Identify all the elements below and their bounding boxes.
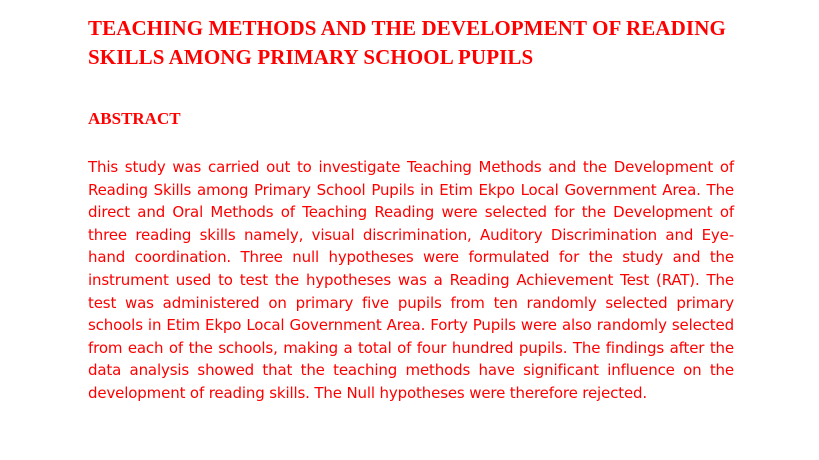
document-title: TEACHING METHODS AND THE DEVELOPMENT OF READING SKILLS AMONG PRIMARY SCHOOL PUPILS	[88, 16, 726, 69]
abstract-heading: ABSTRACT	[88, 109, 181, 128]
document-page	[88, 14, 734, 405]
abstract-body: This study was carried out to investigate Teaching Methods and the Development of Reading Skills among Primary School Pupils in Etim Ekpo Local Government Area. The direct and Oral Methods of Teaching Reading were selected for the Development of three reading skills namely, visual discrimination, Auditory Discrimination and Eye-hand coordination. Three null hypotheses were formulated for the study and the instrument used to test the hypotheses was a Reading Achievement Test (RAT). The test was administered on primary five pupils from ten randomly selected primary schools in Etim Ekpo Local Government Area. Forty Pupils were also randomly selected from each of the schools, making a total of four hundred pupils. The findings after the data analysis showed that the teaching methods have significant influence on the development of reading skills. The Null hypotheses were therefore rejected.	[88, 158, 734, 402]
